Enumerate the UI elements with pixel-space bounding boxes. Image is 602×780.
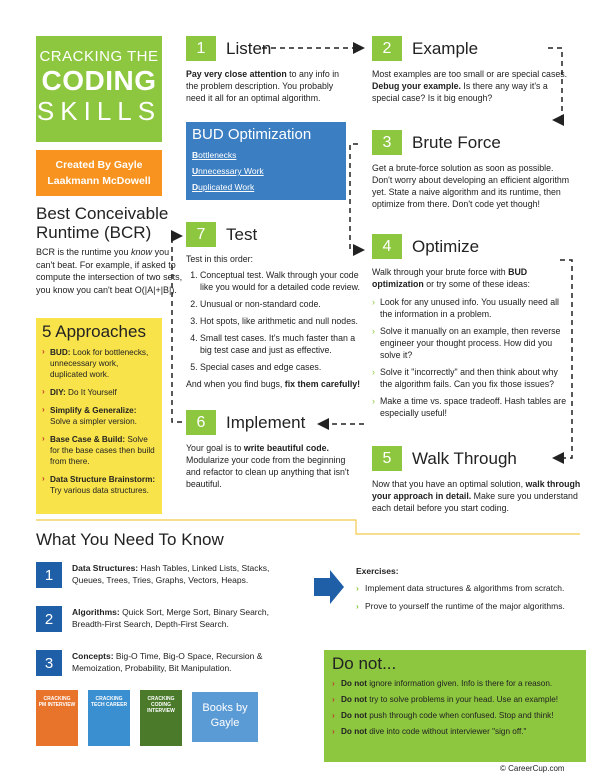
step-6: [186, 410, 351, 490]
do-not-bold: Do not: [341, 679, 367, 688]
step-5: [372, 446, 582, 514]
step-6-bold: write beautiful code.: [243, 443, 329, 453]
approach-text: Look for bottlenecks, unnecessary work, duplicated work.: [50, 348, 149, 379]
optimize-list: [372, 296, 568, 419]
approach-label: Simplify & Generalize:: [50, 406, 137, 415]
step-2-post: Is there any way it's a special case? Is it big enough?: [372, 81, 548, 103]
step-7: [186, 222, 364, 390]
test-item: 1. Conceptual test. Walk through your code like you would for a detailed code review.: [200, 269, 364, 293]
step-5-text: [372, 478, 582, 514]
know-item: [36, 562, 292, 588]
step-1-bold: Pay very close attention: [186, 69, 287, 79]
know-item: [36, 650, 292, 676]
know-text: [72, 562, 292, 588]
step-title: Test: [226, 224, 258, 244]
approach-label: Data Structure Brainstorm:: [50, 475, 156, 484]
do-not-text: push through code when confused. Stop and think!: [366, 711, 554, 720]
bud-title: BUD Optimization: [192, 126, 312, 143]
do-not-text: try to solve problems in your head. Use an example!: [366, 695, 559, 704]
know-number: 1: [36, 562, 62, 588]
step-2-text: [372, 68, 568, 104]
approaches-title: 5 Approaches: [42, 322, 146, 341]
do-not-bold: Do not: [341, 711, 367, 720]
do-not-item: [332, 694, 578, 705]
step-number: 4: [372, 234, 402, 259]
step-title: Optimize: [412, 236, 480, 256]
exercises: [356, 566, 576, 612]
step-number: 2: [372, 36, 402, 61]
optimize-item: › Look for any unused info. You usually need all the information in a problem.: [372, 297, 560, 319]
approach-text: Do It Yourself: [65, 388, 117, 397]
step-7-outro-bold: fix them carefully!: [284, 379, 361, 389]
bud-item: [192, 179, 340, 195]
approach-item: [42, 405, 156, 427]
test-item: 5. Special cases and edge cases.: [200, 361, 364, 373]
know-item: [36, 606, 292, 632]
bud-word: uplicated Work: [198, 182, 255, 192]
optimize-item-text: Look for any unused info. You usually need all the information in a problem.: [380, 297, 560, 319]
title-block: [36, 36, 162, 142]
book-title-1: CRACKING: [95, 696, 123, 702]
step-number: 7: [186, 222, 216, 247]
step-number: 3: [372, 130, 402, 155]
author-line-1: Created By Gayle: [55, 159, 143, 171]
exercises-title: Exercises:: [356, 566, 399, 576]
exercise-item: › Implement data structures & algorithms from scratch.: [356, 582, 576, 594]
step-6-post: Modularize your code from the beginning and refactor to clean up anything that isn't beautiful.: [186, 455, 350, 489]
optimize-item-text: Solve it "incorrectly" and then think about why the algorithm fails. Can you fix those issues?: [380, 367, 558, 389]
step-number: 6: [186, 410, 216, 435]
know-desc: Big-O Time, Big-O Space, Recursion & Memoization, Probability, Bit Manipulation.: [72, 651, 263, 673]
books-label-1: Books by: [202, 702, 248, 714]
approach-label: Base Case & Build:: [50, 435, 126, 444]
book-title-2: PM INTERVIEW: [38, 702, 76, 708]
know-desc: Quick Sort, Merge Sort, Binary Search, Breadth-First Search, Depth-First Search.: [72, 607, 269, 629]
optimize-item: › Solve it manually on an example, then reverse engineer your thought process. How did you solve it?: [372, 326, 561, 360]
book-cover-coding[interactable]: [140, 690, 182, 746]
bcr-text-em: know: [131, 247, 153, 257]
do-not-box: [324, 650, 586, 762]
do-not-item: [332, 726, 578, 737]
bcr-title: Best Conceivable Runtime (BCR): [36, 204, 169, 242]
exercise-item: › Prove to yourself the runtime of the major algorithms.: [356, 600, 576, 612]
author-line-2: Laakmann McDowell: [47, 175, 151, 187]
copyright: © CareerCup.com: [500, 764, 565, 773]
optimize-item-text: Make a time vs. space tradeoff. Hash tables are especially useful!: [380, 396, 567, 418]
bud-item: [192, 163, 340, 179]
step-4-intro: [372, 266, 568, 290]
step-6-pre: Your goal is to: [186, 443, 244, 453]
bcr-text-post: you can't beat. For example, if asked to compute the intersection of two sets, you know you can't beat O(|A|+|B|).: [36, 247, 183, 295]
know-desc: Hash Tables, Linked Lists, Stacks, Queues, Trees, Tries, Graphs, Vectors, Heaps.: [72, 563, 270, 585]
step-5-post: Make sure you understand each detail before you start coding.: [372, 491, 578, 513]
bud-word: ottlenecks: [198, 150, 237, 160]
step-5-bold: walk through your approach in detail.: [372, 479, 581, 501]
step-2: [372, 36, 568, 104]
know-label: Data Structures:: [72, 563, 139, 573]
know-text: [72, 606, 292, 632]
step-1: [186, 36, 346, 104]
bud-word: nnecessary Work: [198, 166, 264, 176]
test-list: [186, 269, 364, 373]
step-title: Listen: [226, 38, 272, 58]
bud-letter: U: [192, 166, 199, 176]
step-2-bold: Debug your example.: [372, 81, 461, 91]
test-item: 3. Hot spots, like arithmetic and null nodes.: [200, 315, 364, 327]
know-text: [72, 650, 292, 676]
approach-item: [42, 474, 156, 496]
optimize-item-text: Solve it manually on an example, then reverse engineer your thought process. How did you solve it?: [380, 326, 561, 360]
step-number: 1: [186, 36, 216, 61]
step-4-intro-pre: Walk through your brute force with: [372, 267, 509, 277]
test-item: 2. Unusual or non-standard code.: [200, 298, 364, 310]
test-item: 4. Small test cases. It's much faster than a big test case and just as effective.: [200, 332, 364, 356]
step-7-outro: [186, 378, 364, 390]
know-label: Concepts:: [72, 651, 114, 661]
step-4: [372, 234, 568, 424]
do-not-item: [332, 710, 578, 721]
approach-label: BUD:: [50, 348, 71, 357]
step-4-intro-bold: BUD optimization: [372, 267, 528, 289]
bud-box: [186, 122, 346, 200]
do-not-bold: Do not: [341, 695, 367, 704]
approach-item: [42, 434, 156, 467]
step-number: 5: [372, 446, 402, 471]
do-not-title: Do not...: [332, 654, 397, 673]
step-4-intro-post: or try some of these ideas:: [423, 279, 530, 289]
approach-item: [42, 387, 156, 398]
step-6-text: [186, 442, 351, 490]
title-line-1: CRACKING THE: [39, 48, 159, 65]
do-not-bold: Do not: [341, 727, 367, 736]
book-cover-pm[interactable]: [36, 690, 78, 746]
title-line-3: SKILLS: [36, 96, 162, 126]
step-2-pre: Most examples are too small or are special cases.: [372, 69, 568, 79]
approaches-box: [36, 318, 162, 514]
bud-letter: B: [192, 150, 199, 160]
book-title-1: CRACKING: [147, 696, 175, 702]
know-title: What You Need To Know: [36, 530, 224, 549]
step-1-text: [186, 68, 346, 104]
step-title: Walk Through: [412, 448, 517, 468]
step-title: Implement: [226, 412, 306, 432]
approach-text: Solve a simpler version.: [50, 417, 137, 426]
books-label-2: Gayle: [210, 717, 240, 729]
step-1-rest: to any info in the problem description. You probably need it all for an optimal algorithm.: [186, 69, 340, 103]
book-title-2: TECH CAREER: [90, 702, 128, 708]
approach-item: [42, 347, 156, 380]
approach-label: DIY:: [50, 388, 66, 397]
bcr-text-pre: BCR is the runtime you: [36, 247, 132, 257]
step-7-intro: Test in this order:: [186, 254, 253, 264]
book-cover-tech[interactable]: [88, 690, 130, 746]
approach-text: Solve for the base cases then build from there.: [50, 435, 155, 466]
step-5-pre: Now that you have an optimal solution,: [372, 479, 526, 489]
know-label: Algorithms:: [72, 607, 120, 617]
step-title: Example: [412, 38, 479, 58]
step-3: [372, 130, 572, 210]
know-number: 3: [36, 650, 62, 676]
book-title-2: CODING INTERVIEW: [147, 702, 175, 714]
author-box: [36, 150, 162, 196]
book-title-1: CRACKING: [43, 696, 71, 702]
bud-item: [192, 147, 340, 163]
bcr-text: [36, 246, 184, 296]
approach-text: Try various data structures.: [50, 486, 149, 495]
do-not-text: dive into code without interviewer "sign off.": [366, 727, 527, 736]
optimize-item: › Solve it "incorrectly" and then think about why the algorithm fails. Can you fix those issues?: [372, 367, 558, 389]
title-line-2: CODING: [41, 65, 157, 96]
know-number: 2: [36, 606, 62, 632]
step-title: Brute Force: [412, 132, 501, 152]
do-not-text: ignore information given. Info is there for a reason.: [366, 679, 553, 688]
books-by-gayle[interactable]: [192, 692, 258, 742]
do-not-item: [332, 678, 578, 689]
optimize-item: › Make a time vs. space tradeoff. Hash tables are especially useful!: [372, 396, 567, 418]
step-7-outro-pre: And when you find bugs,: [186, 379, 285, 389]
bud-letter: D: [192, 182, 199, 192]
step-3-text: Get a brute-force solution as soon as possible. Don't worry about developing an efficient algorithm yet. State a naive algorithm and its runtime, then optimize from there. Don't code yet though!: [372, 163, 570, 209]
